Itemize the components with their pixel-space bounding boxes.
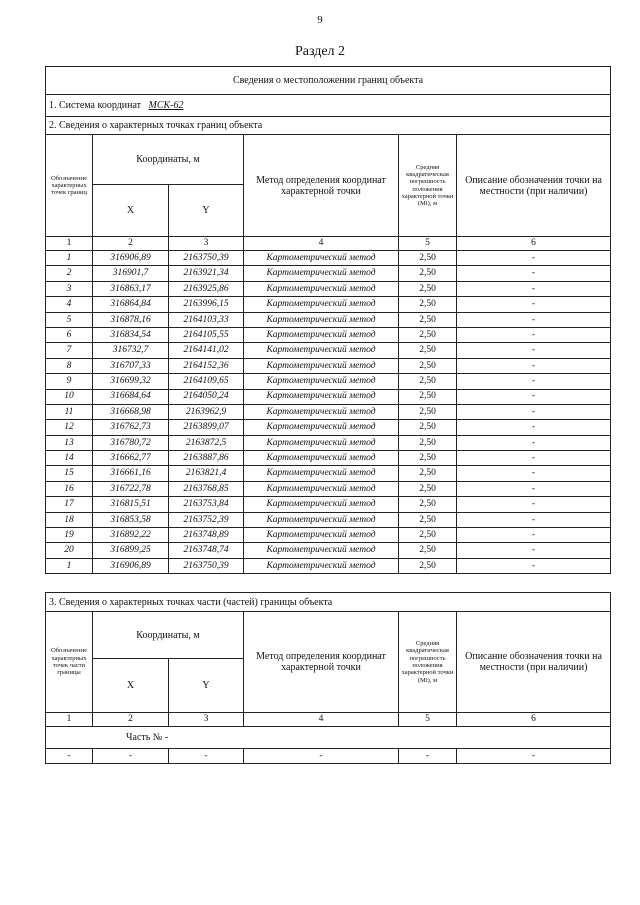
- column-number: 3: [169, 713, 244, 727]
- table-row: [46, 481, 611, 496]
- accuracy-cell: 2,50: [399, 451, 457, 466]
- x-cell: 316906,89: [93, 558, 169, 573]
- point-cell: 6: [46, 327, 93, 342]
- table-row: [46, 497, 611, 512]
- accuracy-cell: 2,50: [399, 404, 457, 419]
- header-accuracy: Средняя квадратическая погрешность положения характерной точки (Mt), м: [399, 612, 457, 713]
- table-row: [46, 312, 611, 327]
- y-cell: 2164050,24: [169, 389, 244, 404]
- method-cell: Картометрический метод: [244, 543, 399, 558]
- empty-cell: -: [169, 749, 244, 764]
- header-description: Описание обозначения точки на местности (при наличии): [457, 135, 611, 237]
- table-row: [46, 558, 611, 573]
- accuracy-cell: 2,50: [399, 327, 457, 342]
- table-row: [46, 466, 611, 481]
- y-cell: 2163887,86: [169, 451, 244, 466]
- header-point-designation: Обозначение характерных точек границ: [46, 135, 93, 237]
- section-title: Раздел 2: [294, 44, 346, 59]
- method-cell: Картометрический метод: [244, 466, 399, 481]
- x-cell: 316762,73: [93, 420, 169, 435]
- x-cell: 316864,84: [93, 297, 169, 312]
- x-cell: 316901,7: [93, 266, 169, 281]
- method-cell: Картометрический метод: [244, 404, 399, 419]
- column-number: 4: [244, 237, 399, 251]
- method-cell: Картометрический метод: [244, 528, 399, 543]
- accuracy-cell: 2,50: [399, 358, 457, 373]
- description-cell: -: [457, 420, 611, 435]
- accuracy-cell: 2,50: [399, 420, 457, 435]
- y-cell: 2163753,84: [169, 497, 244, 512]
- point-cell: 1: [46, 251, 93, 266]
- accuracy-cell: 2,50: [399, 466, 457, 481]
- table-row: [46, 420, 611, 435]
- description-cell: -: [457, 481, 611, 496]
- table-row: [46, 404, 611, 419]
- description-cell: -: [457, 281, 611, 296]
- description-cell: -: [457, 543, 611, 558]
- table-row: [46, 266, 611, 281]
- accuracy-cell: 2,50: [399, 528, 457, 543]
- part-points-table: [45, 592, 611, 764]
- table-row: [46, 374, 611, 389]
- accuracy-cell: 2,50: [399, 374, 457, 389]
- description-cell: -: [457, 312, 611, 327]
- description-cell: -: [457, 297, 611, 312]
- header-y: Y: [169, 185, 244, 237]
- point-cell: 18: [46, 512, 93, 527]
- points-section-label: 2. Сведения о характерных точках границ объекта: [46, 117, 611, 135]
- y-cell: 2164103,33: [169, 312, 244, 327]
- method-cell: Картометрический метод: [244, 251, 399, 266]
- accuracy-cell: 2,50: [399, 435, 457, 450]
- point-cell: 7: [46, 343, 93, 358]
- method-cell: Картометрический метод: [244, 327, 399, 342]
- description-cell: -: [457, 512, 611, 527]
- empty-cell: -: [93, 749, 169, 764]
- point-cell: 11: [46, 404, 93, 419]
- y-cell: 2163962,9: [169, 404, 244, 419]
- method-cell: Картометрический метод: [244, 497, 399, 512]
- column-number: 1: [46, 713, 93, 727]
- x-cell: 316662,77: [93, 451, 169, 466]
- y-cell: 2163899,07: [169, 420, 244, 435]
- header-point-designation: Обозначение характерных точек части границы: [46, 612, 93, 713]
- description-cell: -: [457, 528, 611, 543]
- part-number-row: [46, 727, 611, 749]
- x-cell: 316906,89: [93, 251, 169, 266]
- y-cell: 2163752,39: [169, 512, 244, 527]
- accuracy-cell: 2,50: [399, 251, 457, 266]
- x-cell: 316722,78: [93, 481, 169, 496]
- column-number: 5: [399, 713, 457, 727]
- table-caption: Сведения о местоположении границ объекта: [46, 67, 611, 95]
- header-coordinates: Координаты, м: [93, 135, 244, 185]
- x-cell: 316863,17: [93, 281, 169, 296]
- description-cell: -: [457, 466, 611, 481]
- point-cell: 2: [46, 266, 93, 281]
- column-number: 3: [169, 237, 244, 251]
- column-number: 1: [46, 237, 93, 251]
- accuracy-cell: 2,50: [399, 266, 457, 281]
- column-number: 6: [457, 237, 611, 251]
- table-row: [46, 528, 611, 543]
- page-number: 9: [317, 14, 323, 26]
- table-row: [46, 251, 611, 266]
- y-cell: 2163996,15: [169, 297, 244, 312]
- point-cell: 17: [46, 497, 93, 512]
- accuracy-cell: 2,50: [399, 297, 457, 312]
- accuracy-cell: 2,50: [399, 497, 457, 512]
- header-accuracy: Средняя квадратическая погрешность положения характерной точки (Mt), м: [399, 135, 457, 237]
- column-numbers-row: [46, 237, 611, 251]
- table-row: [46, 451, 611, 466]
- table-row: [46, 543, 611, 558]
- x-cell: 316780,72: [93, 435, 169, 450]
- accuracy-cell: 2,50: [399, 558, 457, 573]
- table-row: [46, 281, 611, 296]
- accuracy-cell: 2,50: [399, 543, 457, 558]
- description-cell: -: [457, 435, 611, 450]
- coordinate-system-row: [46, 95, 611, 117]
- method-cell: Картометрический метод: [244, 451, 399, 466]
- empty-cell: -: [46, 749, 93, 764]
- description-cell: -: [457, 451, 611, 466]
- header-method: Метод определения координат характерной точки: [244, 135, 399, 237]
- accuracy-cell: 2,50: [399, 312, 457, 327]
- y-cell: 2163750,39: [169, 251, 244, 266]
- coordinate-system-label: 1. Система координат: [49, 100, 142, 111]
- x-cell: 316684,64: [93, 389, 169, 404]
- point-cell: 16: [46, 481, 93, 496]
- x-cell: 316699,32: [93, 374, 169, 389]
- header-x: X: [93, 185, 169, 237]
- y-cell: 2164105,55: [169, 327, 244, 342]
- description-cell: -: [457, 404, 611, 419]
- x-cell: 316892,22: [93, 528, 169, 543]
- column-number: 2: [93, 713, 169, 727]
- x-cell: 316732,7: [93, 343, 169, 358]
- column-number: 2: [93, 237, 169, 251]
- method-cell: Картометрический метод: [244, 358, 399, 373]
- table-row: [46, 297, 611, 312]
- description-cell: -: [457, 266, 611, 281]
- x-cell: 316853,58: [93, 512, 169, 527]
- method-cell: Картометрический метод: [244, 297, 399, 312]
- y-cell: 2163925,86: [169, 281, 244, 296]
- part-number-value: -: [164, 732, 169, 743]
- y-cell: 2163768,85: [169, 481, 244, 496]
- table-row: [46, 343, 611, 358]
- method-cell: Картометрический метод: [244, 343, 399, 358]
- method-cell: Картометрический метод: [244, 389, 399, 404]
- column-number: 6: [457, 713, 611, 727]
- x-cell: 316878,16: [93, 312, 169, 327]
- point-cell: 13: [46, 435, 93, 450]
- part-section-label: 3. Сведения о характерных точках части (частей) границы объекта: [46, 593, 611, 612]
- method-cell: Картометрический метод: [244, 281, 399, 296]
- point-cell: 9: [46, 374, 93, 389]
- method-cell: Картометрический метод: [244, 374, 399, 389]
- point-cell: 10: [46, 389, 93, 404]
- description-cell: -: [457, 358, 611, 373]
- method-cell: Картометрический метод: [244, 435, 399, 450]
- x-cell: 316834,54: [93, 327, 169, 342]
- y-cell: 2163748,74: [169, 543, 244, 558]
- accuracy-cell: 2,50: [399, 512, 457, 527]
- y-cell: 2163748,89: [169, 528, 244, 543]
- point-cell: 14: [46, 451, 93, 466]
- table-row: [46, 389, 611, 404]
- point-cell: 12: [46, 420, 93, 435]
- method-cell: Картометрический метод: [244, 512, 399, 527]
- method-cell: Картометрический метод: [244, 558, 399, 573]
- table-row: [46, 327, 611, 342]
- accuracy-cell: 2,50: [399, 281, 457, 296]
- point-cell: 5: [46, 312, 93, 327]
- method-cell: Картометрический метод: [244, 266, 399, 281]
- description-cell: -: [457, 251, 611, 266]
- x-cell: 316661,16: [93, 466, 169, 481]
- boundary-points-table: [45, 66, 611, 574]
- description-cell: -: [457, 558, 611, 573]
- table-row: [46, 512, 611, 527]
- description-cell: -: [457, 343, 611, 358]
- point-cell: 3: [46, 281, 93, 296]
- x-cell: 316668,98: [93, 404, 169, 419]
- header-description: Описание обозначения точки на местности (при наличии): [457, 612, 611, 713]
- accuracy-cell: 2,50: [399, 343, 457, 358]
- accuracy-cell: 2,50: [399, 481, 457, 496]
- point-cell: 19: [46, 528, 93, 543]
- table-row: [46, 435, 611, 450]
- table-row: [46, 358, 611, 373]
- y-cell: 2163872,5: [169, 435, 244, 450]
- description-cell: -: [457, 389, 611, 404]
- y-cell: 2163750,39: [169, 558, 244, 573]
- empty-cell: -: [457, 749, 611, 764]
- point-cell: 20: [46, 543, 93, 558]
- y-cell: 2164109,65: [169, 374, 244, 389]
- method-cell: Картометрический метод: [244, 312, 399, 327]
- description-cell: -: [457, 497, 611, 512]
- x-cell: 316899,25: [93, 543, 169, 558]
- description-cell: -: [457, 374, 611, 389]
- empty-cell: -: [399, 749, 457, 764]
- header-y: Y: [169, 659, 244, 713]
- point-cell: 15: [46, 466, 93, 481]
- y-cell: 2163921,34: [169, 266, 244, 281]
- header-method: Метод определения координат характерной точки: [244, 612, 399, 713]
- column-number: 5: [399, 237, 457, 251]
- x-cell: 316707,33: [93, 358, 169, 373]
- empty-data-row: [46, 749, 611, 764]
- column-number: 4: [244, 713, 399, 727]
- accuracy-cell: 2,50: [399, 389, 457, 404]
- method-cell: Картометрический метод: [244, 420, 399, 435]
- part-number-label: Часть №: [126, 732, 163, 743]
- coordinate-system-value: МСК-62: [148, 100, 184, 111]
- point-cell: 4: [46, 297, 93, 312]
- empty-cell: -: [244, 749, 399, 764]
- description-cell: -: [457, 327, 611, 342]
- x-cell: 316815,51: [93, 497, 169, 512]
- header-coordinates: Координаты, м: [93, 612, 244, 659]
- y-cell: 2164141,02: [169, 343, 244, 358]
- point-cell: 8: [46, 358, 93, 373]
- method-cell: Картометрический метод: [244, 481, 399, 496]
- y-cell: 2163821,4: [169, 466, 244, 481]
- y-cell: 2164152,36: [169, 358, 244, 373]
- column-numbers-row: [46, 713, 611, 727]
- header-x: X: [93, 659, 169, 713]
- point-cell: 1: [46, 558, 93, 573]
